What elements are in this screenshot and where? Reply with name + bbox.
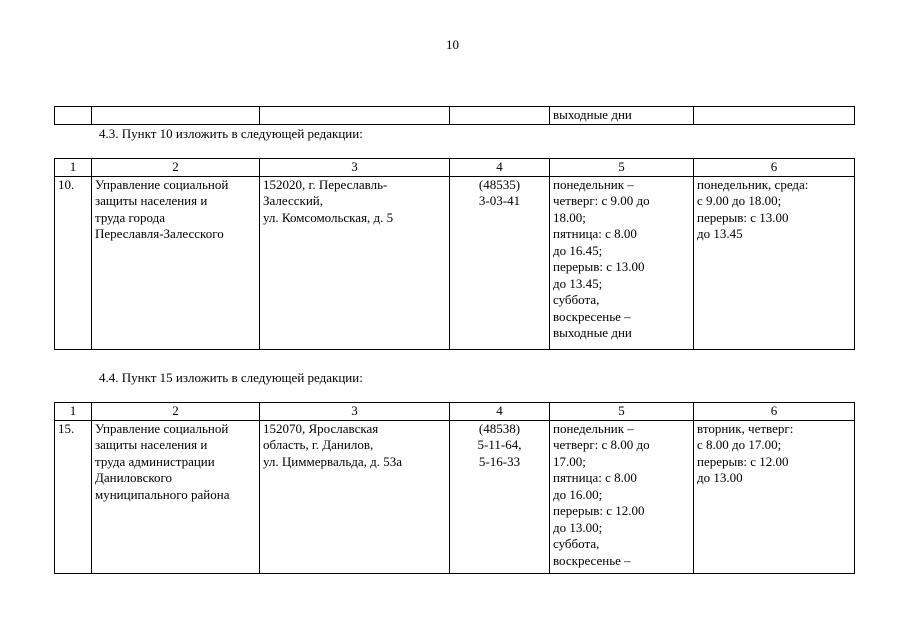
address-line: ул. Циммервальда, д. 53а xyxy=(263,453,403,469)
address-cell xyxy=(260,176,450,349)
reception-line: с 9.00 до 18.00; xyxy=(697,193,782,208)
hours-line: суббота, xyxy=(553,536,600,551)
header-cell: 4 xyxy=(450,159,550,177)
organization-line: муниципального района xyxy=(95,486,230,502)
phone-cell xyxy=(450,420,550,573)
hours-cell xyxy=(550,176,694,349)
header-cell: 3 xyxy=(260,159,450,177)
hours-line: понедельник – xyxy=(553,176,634,192)
hours-line: до 16.00; xyxy=(553,486,603,502)
reception-line: вторник, четверг: xyxy=(697,420,794,436)
table-item-15 xyxy=(54,402,855,574)
address-line: область, г. Данилов, xyxy=(263,437,374,452)
table-item-10 xyxy=(54,158,855,350)
organization-cell xyxy=(92,420,260,573)
header-row xyxy=(55,159,855,177)
phone-cell xyxy=(450,176,550,349)
organization-line: Управление социальной xyxy=(95,420,229,436)
organization-line: Даниловского xyxy=(95,470,173,485)
address-cell xyxy=(260,420,450,573)
address-line: ул. Комсомольская, д. 5 xyxy=(263,209,394,225)
hours-line: пятница: с 8.00 xyxy=(553,470,637,485)
hours-line: перерыв: с 13.00 xyxy=(553,259,645,274)
reception-line: перерыв: с 13.00 xyxy=(697,209,789,225)
header-cell: 4 xyxy=(450,403,550,421)
table-row xyxy=(55,420,855,573)
paragraph-4-4: 4.4. Пункт 15 изложить в следующей редакции: xyxy=(99,370,363,385)
header-row xyxy=(55,403,855,421)
row-number: 10. xyxy=(55,176,92,349)
header-cell: 1 xyxy=(55,403,92,421)
header-cell: 5 xyxy=(550,159,694,177)
organization-cell xyxy=(92,176,260,349)
organization-line: защиты населения и xyxy=(95,437,208,452)
hours-cell xyxy=(550,420,694,573)
hours-line: перерыв: с 12.00 xyxy=(553,503,645,518)
address-line: 152020, г. Переславль- xyxy=(263,176,388,192)
hours-line: воскресенье – xyxy=(553,552,631,568)
hours-line: воскресенье – xyxy=(553,308,631,324)
reception-line: понедельник, среда: xyxy=(697,176,809,192)
hours-line: четверг: с 8.00 до xyxy=(553,437,650,452)
page-number: 10 xyxy=(446,37,459,52)
phone-line: 5-16-33 xyxy=(478,453,521,469)
header-cell: 6 xyxy=(694,403,855,421)
header-cell: 3 xyxy=(260,403,450,421)
hours-line: 17.00; xyxy=(553,453,586,469)
top-table-fragment xyxy=(54,106,855,125)
header-cell: 6 xyxy=(694,159,855,177)
phone-line: 3-03-41 xyxy=(478,193,521,208)
hours-line: 18.00; xyxy=(553,209,586,225)
organization-line: Управление социальной xyxy=(95,176,229,192)
paragraph-4-3: 4.3. Пункт 10 изложить в следующей редакции: xyxy=(99,126,363,141)
hours-line: понедельник – xyxy=(553,420,634,436)
hours-line: суббота, xyxy=(553,292,600,307)
organization-line: защиты населения и xyxy=(95,193,208,208)
phone-line: (48535) xyxy=(478,176,521,192)
header-cell: 1 xyxy=(55,159,92,177)
hours-line: до 16.45; xyxy=(553,242,603,258)
address-line: 152070, Ярославская xyxy=(263,420,379,436)
reception-cell xyxy=(694,176,855,349)
reception-line: до 13.00 xyxy=(697,470,743,485)
hours-line: четверг: с 9.00 до xyxy=(553,193,650,208)
organization-line: труда города xyxy=(95,209,166,225)
row-number: 15. xyxy=(55,420,92,573)
hours-line: выходные дни xyxy=(553,325,632,340)
header-cell: 2 xyxy=(92,403,260,421)
phone-line: (48538) xyxy=(478,420,521,436)
organization-line: труда администрации xyxy=(95,453,215,469)
reception-cell xyxy=(694,420,855,573)
table-row xyxy=(55,176,855,349)
hours-line: пятница: с 8.00 xyxy=(553,226,637,241)
top-table-cell-hours: выходные дни xyxy=(550,107,694,125)
reception-line: до 13.45 xyxy=(697,226,743,241)
phone-line: 5-11-64, xyxy=(477,437,522,452)
address-line: Залесский, xyxy=(263,193,323,208)
header-cell: 5 xyxy=(550,403,694,421)
header-cell: 2 xyxy=(92,159,260,177)
reception-line: с 8.00 до 17.00; xyxy=(697,437,782,452)
organization-line: Переславля-Залесского xyxy=(95,226,224,241)
reception-line: перерыв: с 12.00 xyxy=(697,453,789,469)
hours-line: до 13.45; xyxy=(553,275,603,291)
hours-line: до 13.00; xyxy=(553,519,603,535)
